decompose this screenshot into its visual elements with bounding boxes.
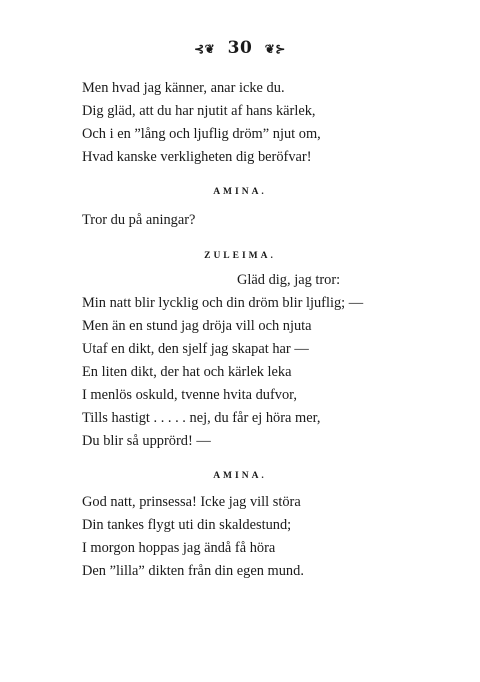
verse-line: God natt, prinsessa! Icke jag vill störa <box>82 494 301 510</box>
verse-line: Men än en stund jag dröja vill och njuta <box>82 318 312 334</box>
verse-line: I menlös oskuld, tvenne hvita dufvor, <box>82 387 297 403</box>
verse-line: Och i en ”lång och ljuflig dröm” njut om, <box>82 126 321 142</box>
verse-line: I morgon hoppas jag ändå få höra <box>82 540 276 556</box>
verse-line: Tror du på aningar? <box>82 212 196 228</box>
verse-line: Gläd dig, jag tror: <box>237 272 341 288</box>
speaker-name: AMINA. <box>213 187 267 197</box>
page-number: 30 <box>227 38 253 58</box>
speaker-name: ZULEIMA. <box>204 251 276 261</box>
verse-line: Den ”lilla” dikten från din egen mund. <box>82 563 304 579</box>
verse-line: En liten dikt, der hat och kärlek leka <box>82 364 292 380</box>
verse-line: Men hvad jag känner, anar icke du. <box>82 80 285 96</box>
verse-line: Utaf en dikt, den sjelf jag skapat har — <box>82 341 309 357</box>
ornament-right-icon: ❦⊱ <box>264 41 286 56</box>
verse-line: Dig gläd, att du har njutit af hans kärlek, <box>82 103 316 119</box>
verse-line: Tills hastigt . . . . . nej, du får ej höra mer, <box>82 410 321 426</box>
verse-line: Min natt blir lycklig och din dröm blir ljuflig; — <box>82 295 364 311</box>
verse-line: Du blir så upprörd! — <box>82 433 211 449</box>
ornament-left-icon: ⊰❦ <box>194 41 216 56</box>
verse-line: Hvad kanske verkligheten dig beröfvar! <box>82 149 312 165</box>
speaker-name: AMINA. <box>213 471 267 481</box>
page-header <box>0 38 480 58</box>
verse-line: Din tankes flygt uti din skaldestund; <box>82 517 292 533</box>
